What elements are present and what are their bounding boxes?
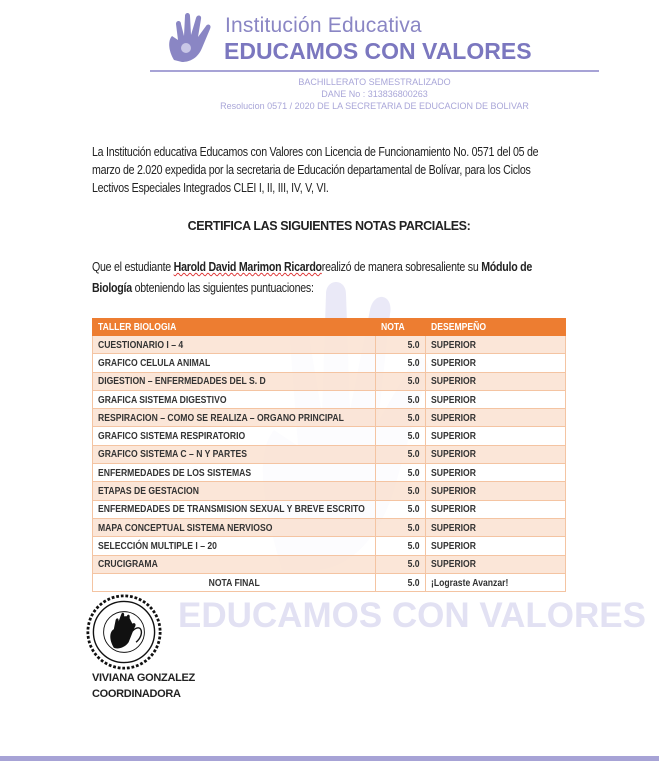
table-row (93, 500, 566, 518)
student-name: Harold David Marimon Ricardo (173, 260, 322, 274)
nota-text: 5.0 (408, 521, 420, 534)
table-row (93, 427, 566, 445)
desempeno-cell (426, 427, 566, 445)
desempeno-cell (426, 336, 566, 354)
desempeno-cell (426, 390, 566, 408)
text: realizó de manera sobresaliente su (321, 260, 482, 274)
desempeno-cell (426, 555, 566, 573)
taller-text: GRAFICO CELULA ANIMAL (98, 356, 211, 369)
final-grade-row (93, 573, 566, 591)
desempeno-text: SUPERIOR (431, 393, 476, 406)
taller-text: GRAFICO SISTEMA C – N Y PARTES (98, 448, 247, 461)
desempeno-text: SUPERIOR (431, 521, 476, 534)
taller-text: RESPIRACION – COMO SE REALIZA – ORGANO PRINCIPAL (98, 411, 344, 424)
institution-name: EDUCAMOS CON VALORES (224, 38, 532, 64)
nota-text: 5.0 (408, 338, 420, 351)
table-row (93, 354, 566, 372)
taller-cell (93, 427, 376, 445)
table-row (93, 537, 566, 555)
taller-text: ENFERMEDADES DE LOS SISTEMAS (98, 466, 252, 479)
taller-cell (93, 555, 376, 573)
program-label: BACHILLERATO SEMESTRALIZADO (298, 77, 451, 87)
nota-text: 5.0 (408, 485, 420, 498)
module-name: Módulo de Biología (92, 260, 533, 295)
nota-text: 5.0 (408, 448, 420, 461)
nota-text: 5.0 (408, 503, 420, 516)
nota-cell (376, 555, 426, 573)
desempeno-cell (426, 500, 566, 518)
taller-cell (93, 336, 376, 354)
nota-text: 5.0 (408, 558, 420, 571)
nota-cell (376, 537, 426, 555)
final-level: ¡Lograste Avanzar! (431, 576, 509, 589)
table-row (93, 372, 566, 390)
institution-seal-icon (86, 594, 162, 670)
desempeno-text: SUPERIOR (431, 448, 476, 461)
resolution-label: Resolucion 0571 / 2020 DE LA SECRETARIA DE EDUCACION DE BOLIVAR (220, 101, 529, 111)
taller-text: ETAPAS DE GESTACION (98, 485, 199, 498)
footer-divider (0, 756, 659, 761)
final-grade: 5.0 (408, 576, 420, 589)
desempeno-text: SUPERIOR (431, 375, 476, 388)
taller-cell (93, 518, 376, 536)
intro-paragraph: La Institución educativa Educamos con Valores con Licencia de Funcionamiento No. 0571 del 05 de marzo de 2.020 expedida por la secretaria de Educación departamental de Bolívar, para los Ciclos Lectivos Especiales Integrados CLEI I, II, III, IV, V, VI. (92, 145, 539, 195)
taller-cell (93, 390, 376, 408)
taller-text: GRAFICO SISTEMA RESPIRATORIO (98, 430, 246, 443)
desempeno-cell (426, 409, 566, 427)
nota-cell (376, 372, 426, 390)
taller-text: CUESTIONARIO I – 4 (98, 338, 184, 351)
desempeno-text: SUPERIOR (431, 485, 476, 498)
col-header-nota-text: NOTA (381, 321, 405, 333)
table-row (93, 464, 566, 482)
watermark-text: EDUCAMOS CON VALORES (178, 596, 646, 635)
nota-cell (376, 464, 426, 482)
taller-text: MAPA CONCEPTUAL SISTEMA NERVIOSO (98, 521, 273, 534)
institution-line: Institución Educativa (225, 14, 422, 37)
desempeno-text: SUPERIOR (431, 430, 476, 443)
desempeno-cell (426, 482, 566, 500)
nota-cell (376, 354, 426, 372)
desempeno-text: SUPERIOR (431, 411, 476, 424)
signatory-name: VIVIANA GONZALEZ (92, 672, 195, 684)
nota-text: 5.0 (408, 393, 420, 406)
desempeno-cell (426, 354, 566, 372)
nota-cell (376, 500, 426, 518)
taller-text: GRAFICA SISTEMA DIGESTIVO (98, 393, 227, 406)
signatory-role: COORDINADORA (92, 688, 181, 700)
taller-text: CRUCIGRAMA (98, 558, 158, 571)
table-row (93, 518, 566, 536)
student-paragraph (92, 257, 566, 299)
text: Que el estudiante (92, 260, 174, 274)
taller-text: SELECCIÓN MULTIPLE I – 20 (98, 539, 217, 552)
header-divider (150, 70, 599, 72)
desempeno-text: SUPERIOR (431, 356, 476, 369)
col-header-desempeno (426, 319, 566, 336)
text: obteniendo las siguientes puntuaciones: (131, 281, 314, 295)
dane-label: DANE No : 313836800263 (321, 89, 428, 99)
col-header-nota (376, 319, 426, 336)
desempeno-text: SUPERIOR (431, 503, 476, 516)
taller-text: ENFERMEDADES DE TRANSMISION SEXUAL Y BREVE ESCRITO (98, 503, 365, 516)
hand-logo-icon (166, 10, 216, 62)
nota-cell (376, 482, 426, 500)
table-row (93, 555, 566, 573)
table-row (93, 409, 566, 427)
desempeno-cell (426, 518, 566, 536)
table-row (93, 336, 566, 354)
taller-cell (93, 464, 376, 482)
desempeno-cell (426, 464, 566, 482)
desempeno-cell (426, 445, 566, 463)
taller-cell (93, 537, 376, 555)
nota-text: 5.0 (408, 430, 420, 443)
grades-table (92, 318, 566, 592)
final-level-cell (426, 573, 566, 591)
col-header-taller-text: TALLER BIOLOGIA (98, 321, 177, 333)
final-grade-cell (376, 573, 426, 591)
desempeno-cell (426, 372, 566, 390)
col-header-desempeno-text: DESEMPEÑO (431, 321, 487, 333)
nota-text: 5.0 (408, 356, 420, 369)
taller-text: DIGESTION – ENFERMEDADES DEL S. D (98, 375, 266, 388)
desempeno-text: SUPERIOR (431, 338, 476, 351)
nota-text: 5.0 (408, 375, 420, 388)
taller-cell (93, 372, 376, 390)
nota-cell (376, 390, 426, 408)
desempeno-text: SUPERIOR (431, 558, 476, 571)
nota-cell (376, 409, 426, 427)
certification-title: CERTIFICA LAS SIGUIENTES NOTAS PARCIALES: (187, 219, 471, 233)
taller-cell (93, 482, 376, 500)
final-label: NOTA FINAL (208, 576, 260, 589)
nota-cell (376, 518, 426, 536)
table-row (93, 482, 566, 500)
col-header-taller (93, 319, 376, 336)
taller-cell (93, 354, 376, 372)
nota-text: 5.0 (408, 411, 420, 424)
desempeno-text: SUPERIOR (431, 466, 476, 479)
table-row (93, 390, 566, 408)
nota-cell (376, 427, 426, 445)
nota-cell (376, 445, 426, 463)
nota-cell (376, 336, 426, 354)
table-header-row (93, 319, 566, 336)
nota-text: 5.0 (408, 466, 420, 479)
final-label-cell (93, 573, 376, 591)
nota-text: 5.0 (408, 539, 420, 552)
taller-cell (93, 409, 376, 427)
taller-cell (93, 445, 376, 463)
desempeno-cell (426, 537, 566, 555)
taller-cell (93, 500, 376, 518)
table-row (93, 445, 566, 463)
desempeno-text: SUPERIOR (431, 539, 476, 552)
